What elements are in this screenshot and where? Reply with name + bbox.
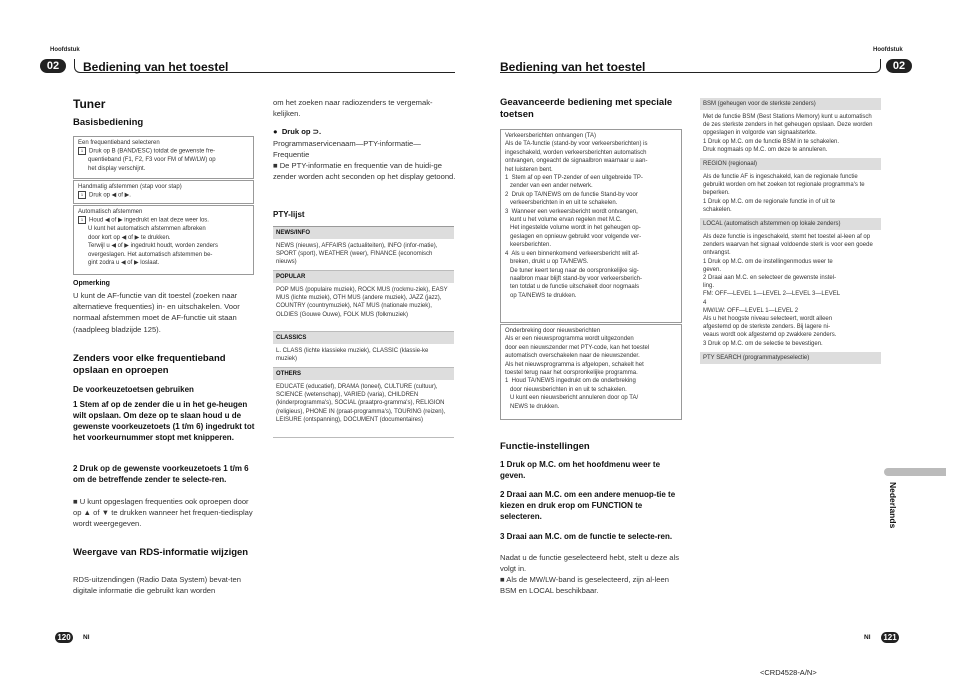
pty-group-head: OTHERS <box>273 368 454 380</box>
bullet-title: ● Druk op ⊃. <box>273 127 322 136</box>
box-line: automatisch overschakelen naar de nieuwszender. <box>505 353 640 360</box>
chapter-title-left: Bediening van het toestel <box>83 60 229 74</box>
voorkeuze-title: De voorkeuzetoetsen gebruiken <box>73 385 194 394</box>
box-line: het luisteren bent. <box>505 166 553 173</box>
bullet-text: Programmaservicenaam—PTY-informatie—Frequentie <box>273 139 421 160</box>
function-head: BSM (geheugen voor de sterkste zenders) <box>700 98 881 110</box>
box-line: Als er een nieuwsprogramma wordt uitgezonden <box>505 336 634 343</box>
box-line: door nieuwsberichten in en uit te schakelen. <box>505 386 627 393</box>
function-body: Als deze functie is ingeschakeld, stemt het toestel al-leen af op zenders waarvan het signaal voldoende sterk is voor een goede ontvangst. 1 Druk op M.C. om de instellingenmodus weer te geven. 2 Draai aan M.C. en selecteer de gewenste instel- ling. FM: OFF—LEVEL 1—LEVEL 2—LEVEL 3—LEVEL 4 MW/LW: OFF—LEVEL 1—LEVEL 2 Als u het hoogste niveau selecteert, wordt alleen afgestemd op de sterkste zenders. Bij lagere ni- veaus wordt ook afgestemd op zwakkere zenders. 3 Druk op M.C. om de selectie te bevestigen. <box>703 234 873 347</box>
pty-group-head: POPULAR <box>273 271 454 283</box>
rds-text: RDS-uitzendingen (Radio Data System) bevat-ten digitale informatie die gebruikt kan worden <box>73 575 241 596</box>
box-line: 2 Druk op TA/NEWS om de functie Stand-by voor <box>505 191 638 198</box>
function-body: Met de functie BSM (Best Stations Memory) kunt u automatisch de zes sterkste zenders in het geheugen opslaan. Deze worden opgeslagen in volgorde van signaalsterkte. 1 Druk op M.C. om de functie BSM in te schakelen. Druk nogmaals op M.C. om deze te annuleren. <box>703 114 873 153</box>
functie-step-1: 1 Druk op M.C. om het hoofdmenu weer te geven. <box>500 460 661 480</box>
pty-group-body: POP MUS (populaire muziek), ROCK MUS (rockmu-ziek), EASY MUS (lichte muziek), OTH MUS (andere muziek), JAZZ (jazz), COUNTRY (countrymuziek), NAT MUS (nationale muziek), OLDIES (Gouwe Ouwe), FOLK MUS (folkmuziek) <box>273 283 454 332</box>
opmerking-text: U kunt de AF-functie van dit toestel (zoeken naar alternatieve frequenties) in- en uitschakelen. Voor normaal afstemmen moet de AF-functie uit staan (raadpleeg bladzijde 125). <box>73 291 240 334</box>
box-line: overgeslagen. Het automatisch afstemmen be- <box>88 251 213 258</box>
language-side-tab <box>884 468 946 476</box>
box-line: NEWS te drukken. <box>505 403 560 410</box>
box-line: Als de TA-functie (stand-by voor verkeersberichten) is <box>505 141 648 148</box>
info-box-auto <box>73 205 254 275</box>
functie-step-2: 2 Draai aan M.C. om een andere menuop-tie te kiezen en druk erop om FUNCTION te selecteren. <box>500 490 676 521</box>
step-2-note: ■ U kunt opgeslagen frequenties ook oproepen door op ▲ of ▼ te drukken wanneer het frequen-tiedisplay wordt weergegeven. <box>73 497 253 529</box>
box-line: toestel terug naar het oorspronkelijke programma. <box>505 370 638 377</box>
lang-code-left: Nl <box>83 634 90 641</box>
box-line: 1 Houd TA/NEWS ingedrukt om de onderbreking <box>505 378 636 385</box>
chapter-title-right: Bediening van het toestel <box>500 60 646 74</box>
functie-step-3-note: ■ Als de MW/LW-band is geselecteerd, zijn al-leen BSM en LOCAL beschikbaar. <box>500 575 669 596</box>
info-box-band <box>73 136 254 179</box>
box-line: gint zodra u ◀ of ▶ loslaat. <box>88 260 160 267</box>
info-box-manual <box>73 180 254 204</box>
box-line: Als het nieuwsprogramma is afgelopen, schakelt het <box>505 361 644 368</box>
box-line: ten totdat u de functie uitschakelt door nogmaals <box>505 284 640 291</box>
function-head: LOCAL (automatisch afstemmen op lokale zenders) <box>700 218 881 230</box>
page-number-left: 120 <box>55 632 73 643</box>
function-table <box>700 98 881 364</box>
geavanceerde-title: Geavanceerde bediening met speciale toetsen <box>500 97 673 120</box>
box-title: Automatisch afstemmen <box>78 209 143 215</box>
box-line: 1 Druk op ◀ of ▶. <box>78 191 249 200</box>
box-line: ontvangen, ongeacht de signaalbron waarnaar u aan- <box>505 158 648 165</box>
box-title: Verkeersberichten ontvangen (TA) <box>505 133 596 139</box>
page-number-right: 121 <box>881 632 899 643</box>
pty-list-title: PTY-lijst <box>273 210 305 219</box>
box-title: Een frequentieband selecteren <box>78 140 160 146</box>
box-line: De tuner keert terug naar de oorspronkelijke sig- <box>505 267 639 274</box>
functie-title: Functie-instellingen <box>500 441 590 452</box>
box-line: 1 Houd ◀ of ▶ ingedrukt en laat deze weer los. <box>78 216 249 225</box>
box-line: breken, drukt u op TA/NEWS. <box>505 259 589 266</box>
chapter-label-right: Hoofdstuk <box>873 47 903 53</box>
functie-step-3-text: Nadat u de functie geselecteerd hebt, stelt u deze als volgt in. <box>500 553 679 574</box>
box-line: zender van een ander netwerk. <box>505 183 593 190</box>
pty-group-head: NEWS/INFO <box>273 227 454 239</box>
box-line: het display verschijnt. <box>88 165 146 172</box>
step-1: 1 Stem af op de zender die u in het ge-heugen wilt opslaan. Om deze op te slaan houd u de gewenste voorkeuzetoets (1 t/m 6) ingedrukt tot het voorkeurnummer stopt met knipperen. <box>73 400 255 442</box>
box-line: 4 Als u een binnenkomend verkeersbericht wilt af- <box>505 250 640 257</box>
info-box-ta <box>500 129 682 323</box>
opmerking-title: Opmerking <box>73 280 110 287</box>
box-line: kunt u het volume ervan regelen met M.C. <box>505 217 622 224</box>
box-line: verkeersberichten in en uit te schakelen. <box>505 200 618 207</box>
info-box-news <box>500 324 682 420</box>
tuner-title: Tuner <box>73 97 106 111</box>
box-line: door kort op ◀ of ▶ te drukken. <box>88 234 171 241</box>
rds-title: Weergave van RDS-informatie wijzigen <box>73 547 249 558</box>
pty-group-body: L. CLASS (lichte klassieke muziek), CLASSIC (klassie-ke muziek) <box>273 344 454 368</box>
box-line: naalbron maar blijft stand-by voor verkeersberich- <box>505 275 643 282</box>
box-line: op TA/NEWS te drukken. <box>505 292 577 299</box>
box-line: Het ingestelde volume wordt in het geheugen op- <box>505 225 641 232</box>
pty-group-body: NEWS (nieuws), AFFAIRS (actualiteiten), INFO (infor-matie), SPORT (sport), WEATHER (weer), FINANCE (economisch nieuws) <box>273 239 454 271</box>
language-side-label: Nederlands <box>888 482 898 529</box>
pty-group-head: CLASSICS <box>273 332 454 344</box>
function-body: Als de functie AF is ingeschakeld, kan de regionale functie gebruikt worden om het zoeken tot regionale programma's te beperken. 1 Druk op M.C. om de regionale functie in of uit te schakelen. <box>703 174 865 213</box>
box-line: quentieband (F1, F2, F3 voor FM of MW/LW) op <box>88 157 216 164</box>
bullet-note: ■ De PTY-informatie en frequentie van de huidi-ge zender worden acht seconden op het display getoond. <box>273 161 456 182</box>
box-line: 1 Stem af op een TP-zender of een uitgebreide TP- <box>505 175 643 182</box>
document-code: <CRD4528-A/N> <box>760 668 817 677</box>
box-line: U kunt een nieuwsbericht annuleren door op TA/ <box>505 395 639 402</box>
box-line: keersberichten. <box>505 242 552 249</box>
zenders-title: Zenders voor elke frequentieband opslaan en oproepen <box>73 353 226 376</box>
lang-code-right: Nl <box>864 634 871 641</box>
pty-table <box>273 226 454 438</box>
pty-group-body: EDUCATE (educatief), DRAMA (toneel), CULTURE (cultuur), SCIENCE (wetenschap), VARIED (varia), CHILDREN (kinderprogramma's), SOCIAL (praatpro-gramma's), RELIGION (religieus), PHONE IN (praat-programma's), TOURING (reizen), LEISURE (ontspanning), DOCUMENT (documentaires) <box>273 380 454 438</box>
chapter-label-left: Hoofdstuk <box>50 47 80 53</box>
chapter-bar-right <box>500 59 881 73</box>
box-title: Handmatig afstemmen (stap voor stap) <box>78 184 182 190</box>
chapter-number-left: 02 <box>40 59 66 73</box>
chapter-number-right: 02 <box>886 59 912 73</box>
function-head: REGION (regionaal) <box>700 158 881 170</box>
box-line: geslagen en opnieuw gebruikt voor volgende ver- <box>505 233 642 240</box>
rds-continued-text: om het zoeken naar radiozenders te vergemak-kelijken. <box>273 98 433 119</box>
chapter-bar-left <box>74 59 455 73</box>
box-line: Terwijl u ◀ of ▶ ingedrukt houdt, worden zenders <box>88 243 218 250</box>
box-line: 3 Wanneer een verkeersbericht wordt ontvangen, <box>505 208 638 215</box>
basisbediening-title: Basisbediening <box>73 117 144 128</box>
functie-step-3: 3 Draai aan M.C. om de functie te selecte-ren. <box>500 532 673 541</box>
box-line: 1 Druk op B (BAND/ESC) totdat de gewenste fre- <box>78 147 249 156</box>
box-line: ingeschakeld, worden verkeersberichten automatisch <box>505 149 647 156</box>
step-2: 2 Druk op de gewenste voorkeuzetoets 1 t/m 6 om de betreffende zender te selecte-ren. <box>73 464 249 484</box>
box-line: door een nieuwszender met PTY-code, kan het toestel <box>505 344 650 351</box>
function-head: PTY SEARCH (programmatypeselectie) <box>700 352 881 364</box>
box-title: Onderbreking door nieuwsberichten <box>505 328 601 334</box>
box-line: U kunt het automatisch afstemmen afbreken <box>88 226 206 233</box>
